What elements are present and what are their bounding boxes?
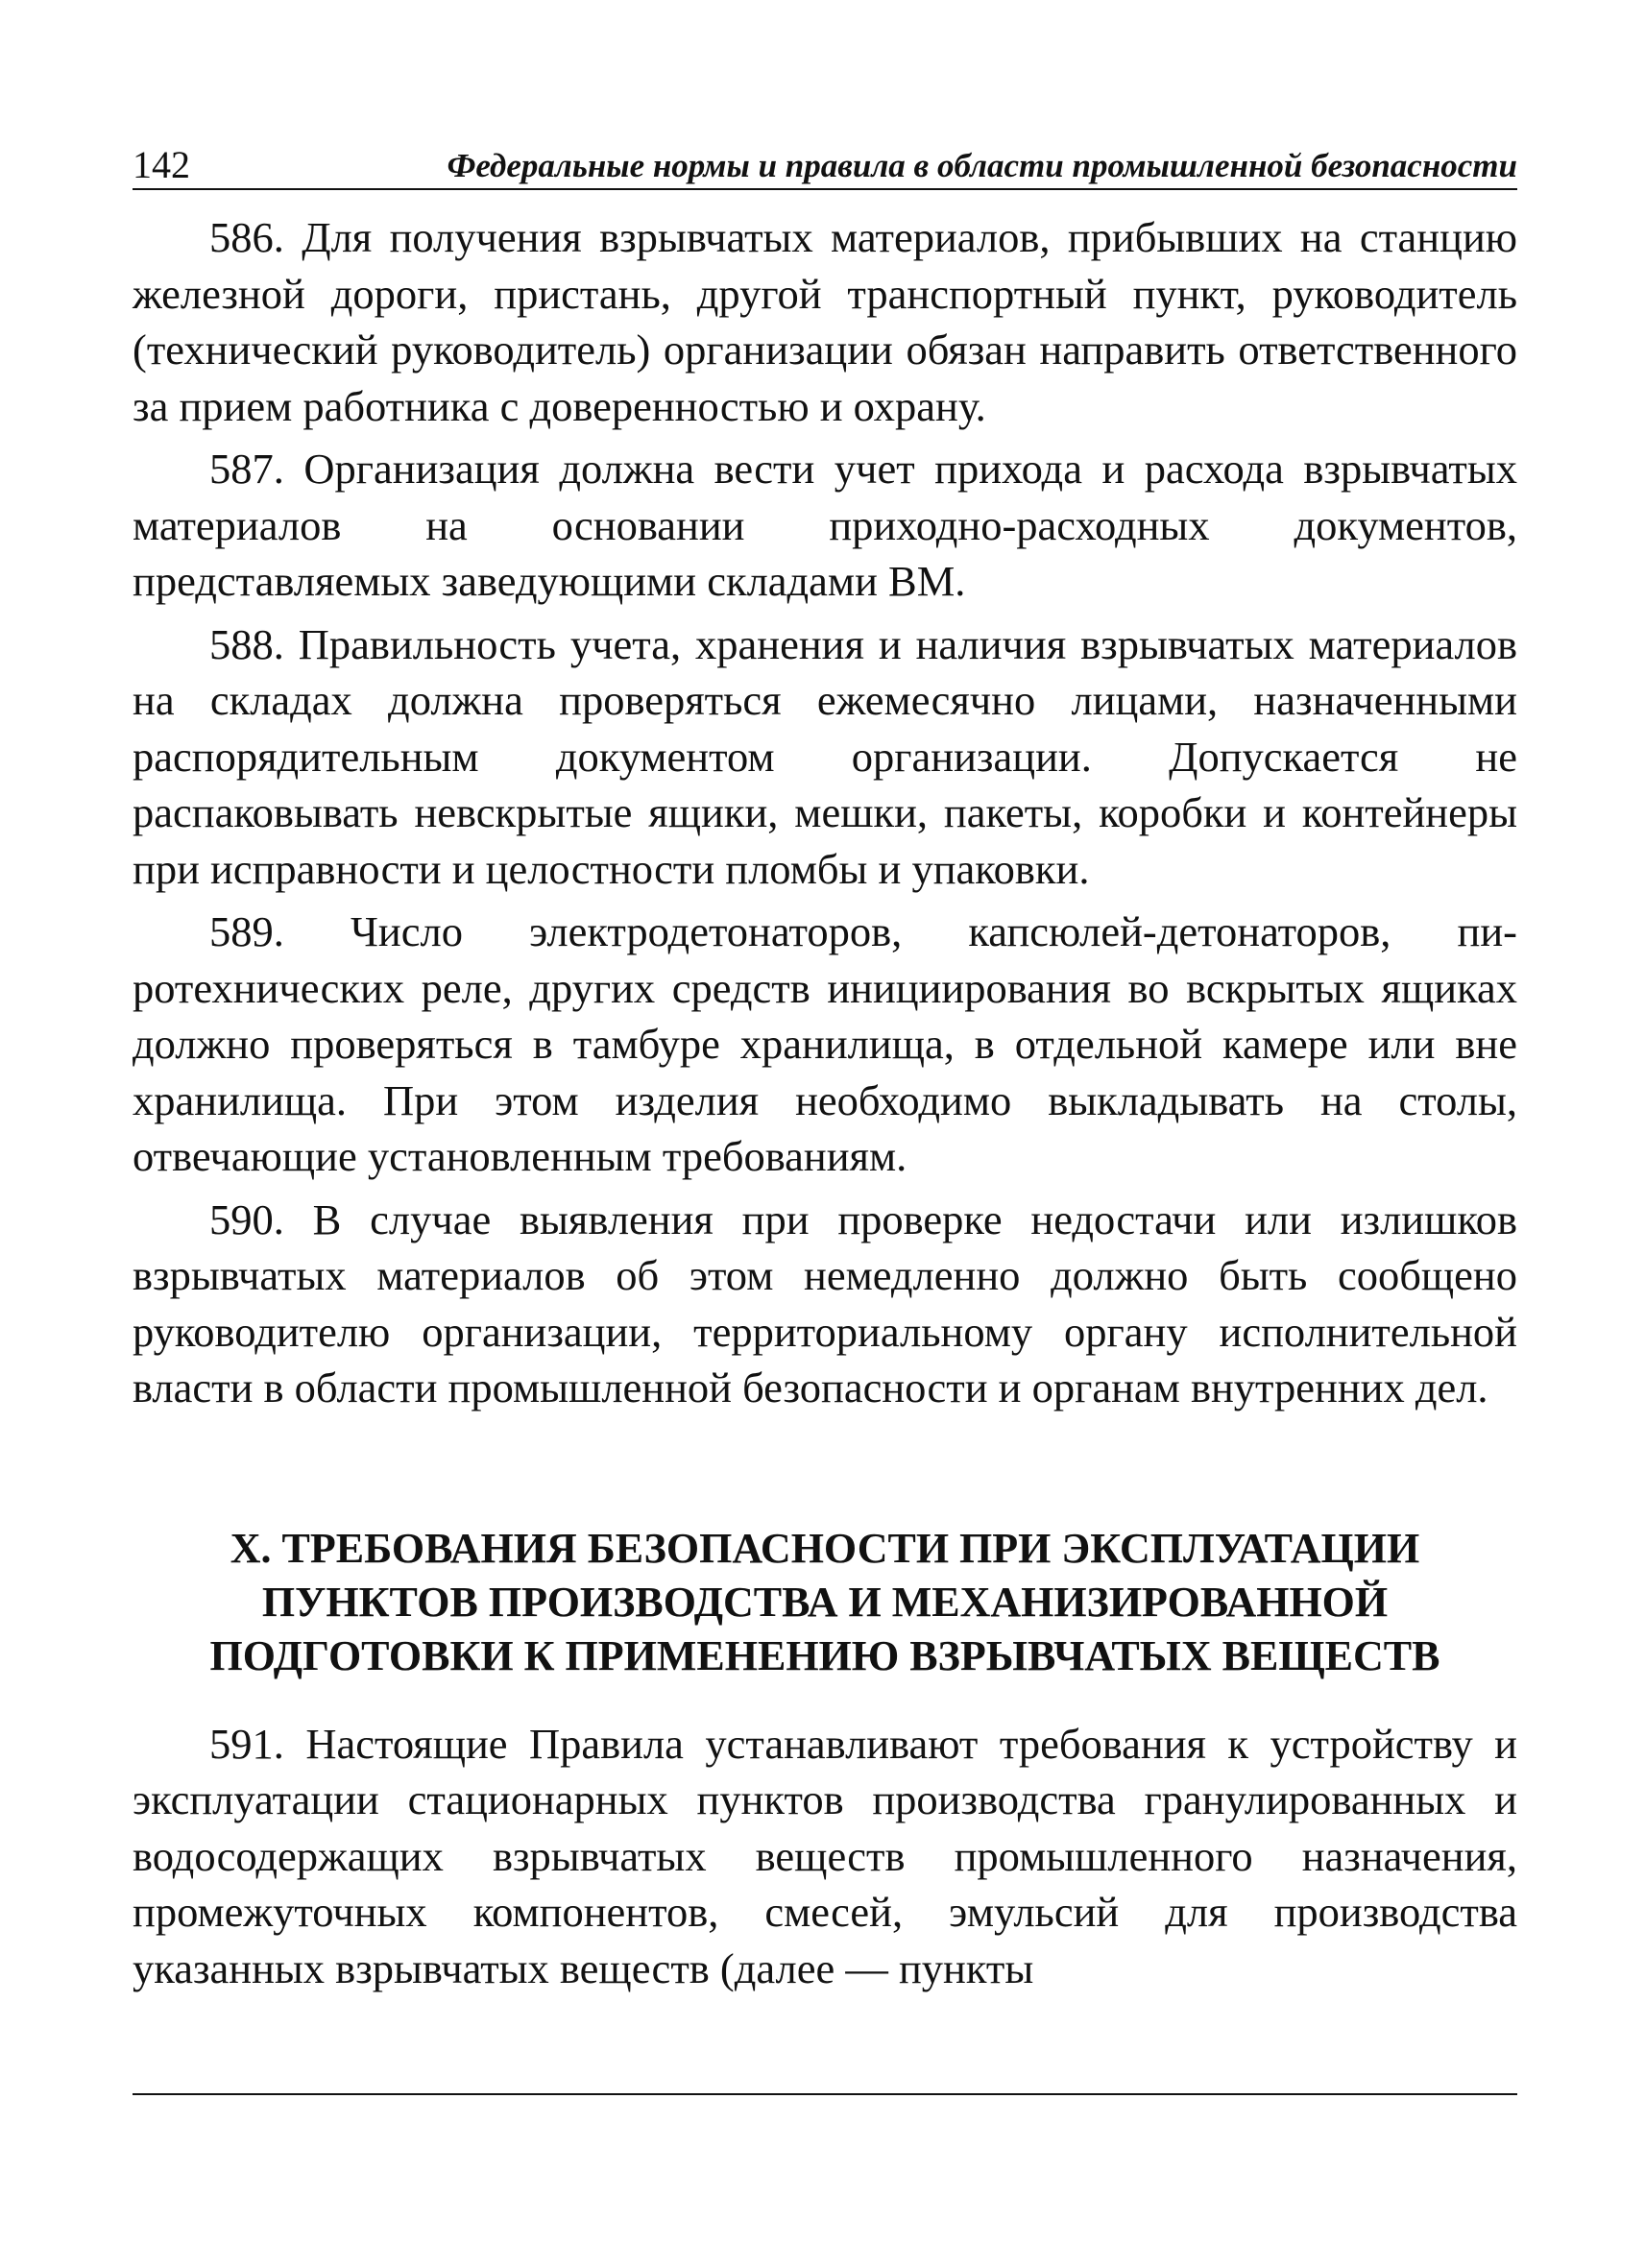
section-heading: [133, 1522, 1517, 1683]
section-heading-line: X. ТРЕБОВАНИЯ БЕЗОПАСНОСТИ ПРИ ЭКСПЛУАТАЦИИ: [230, 1524, 1420, 1572]
paragraph-number: 591.: [209, 1719, 284, 1768]
paragraph-number: 587.: [209, 445, 284, 493]
paragraph-text: В случае выявления при проверке недостачи или излишков взрывчатых материалов об этом немедленно должно быть сообщено руководителю организации, территориальному органу исполнительной власти в области промышленной безопасности и органам внутренних дел.: [133, 1194, 1518, 1411]
paragraph-587: [133, 441, 1517, 610]
paragraph-text: Для получения взрывчатых материалов, прибывших на станцию железной дороги, пристань, другой транспортный пункт, руководитель (технический руководитель) организации обязан направить ответственного за прием работника с доверенностью и охрану.: [133, 213, 1517, 430]
paragraph-590: [133, 1192, 1517, 1416]
paragraph-588: [133, 616, 1517, 898]
section-heading-line: ПУНКТОВ ПРОИЗВОДСТВА И МЕХАНИЗИРОВАННОЙ: [261, 1578, 1389, 1626]
paragraph-text: Правильность учета, хранения и наличия взрывчатых материалов на складах должна проверяться ежемесячно лицами, назначенными распорядительным документом организации. Допускается не распаковывать невскрытые ящики, мешки, пакеты, коробки и контейнеры при исправности и целостности пломбы и упаковки.: [133, 619, 1517, 893]
paragraph-586: [133, 209, 1517, 434]
footer-rule: [133, 2093, 1517, 2095]
document-body: [133, 209, 1517, 1996]
paragraph-text: Настоящие Правила устанавливают требования к устройству и эксплуатации стационарных пунктов производства гранулированных и водосодержащих взрывчатых веществ промышленного назначения, промежуточных компонентов, смесей, эмульсий для производства указанных взрывчатых веществ (далее — пункты: [133, 1719, 1517, 1992]
section-heading-line: ПОДГОТОВКИ К ПРИМЕНЕНИЮ ВЗРЫВЧАТЫХ ВЕЩЕСТВ: [209, 1631, 1440, 1679]
paragraph-number: 589.: [209, 907, 284, 955]
paragraph-text: Организация должна вести учет прихода и расхода взрывчатых материалов на основании приходно-расходных документов, представляемых заведующими складами ВМ.: [133, 445, 1517, 605]
paragraph-number: 588.: [209, 619, 284, 668]
header-title: Федеральные нормы и правила в области промышленной безопасности: [447, 147, 1517, 184]
page-number: 142: [133, 143, 190, 186]
paragraph-591: [133, 1716, 1517, 1997]
paragraph-number: 590.: [209, 1194, 284, 1243]
paragraph-number: 586.: [209, 213, 284, 261]
document-page: [133, 134, 1517, 2003]
running-header: [133, 134, 1517, 190]
paragraph-589: [133, 904, 1517, 1185]
paragraph-text: Число электродетонаторов, капсюлей-детонаторов, пиротехнических реле, других средств инициирования во вскрытых ящиках должно проверяться в тамбуре хранилища, в отдельной камере или вне хранилища. При этом изделия необходимо выкладывать на столы, отвечающие установленным требованиям.: [133, 907, 1517, 1180]
